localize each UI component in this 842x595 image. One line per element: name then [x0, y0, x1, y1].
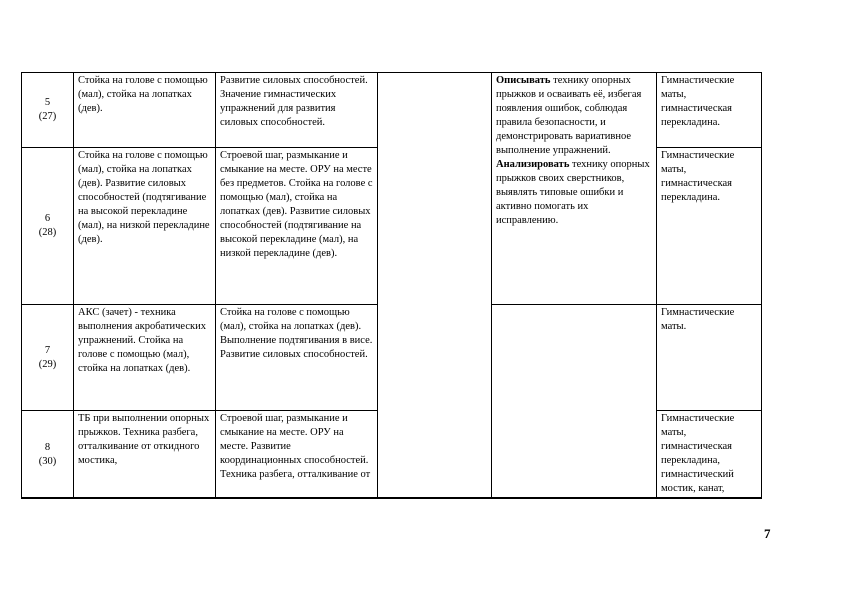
lesson-topic: Стойка на голове с помощью (мал), стойка на лопатках (дев). [78, 75, 208, 114]
lesson-topic-cell [74, 411, 216, 499]
equipment-cell [657, 305, 762, 411]
equipment: Гимнастические маты. [661, 307, 735, 332]
table-row [22, 73, 762, 148]
lesson-topic: ТБ при выполнении опорных прыжков. Техника разбега, отталкивание от откидного мостика, [78, 413, 210, 466]
lesson-number-cell [22, 411, 74, 499]
lesson-number: 7 [44, 344, 51, 356]
lesson-topic-cell [74, 305, 216, 411]
page-number: 7 [764, 526, 771, 541]
lesson-content-cell [216, 148, 378, 305]
lesson-number-total: (28) [38, 227, 57, 238]
empty-column-cell [378, 73, 492, 499]
lesson-content: Развитие силовых способностей. Значение гимнастических упражнений для развития силовых способностей. [220, 75, 368, 128]
lesson-content: Строевой шаг, размыкание и смыкание на месте. ОРУ на месте без предметов. Стойка на голове с помощью (мал), стойка на лопатках (дев). Развитие силовых способностей (подтягивание на высокой перекладине (мал), на низкой перекладине (дев). [220, 150, 373, 259]
lesson-number-cell [22, 73, 74, 148]
lesson-content-cell [216, 305, 378, 411]
activity-text-analyze: технику опорных прыжков своих сверстников, выявлять типовые ошибки и активно помогать их исправлению. [496, 159, 650, 226]
lesson-number-cell [22, 148, 74, 305]
activity-verb-analyze: Анализировать [496, 159, 570, 170]
activity-text-describe: технику опорных прыжков и осваивать её, избегая появления ошибок, соблюдая правила безопасности, и демонстрировать вариативное выполнение упражнений. [496, 75, 642, 156]
lesson-number: 5 [44, 97, 51, 108]
lesson-number-total: (27) [38, 111, 57, 122]
lesson-content-cell [216, 73, 378, 148]
lesson-content: Строевой шаг, размыкание и смыкание на месте. ОРУ на месте. Развитие координационных способностей. Техника разбега, отталкивание от [220, 413, 371, 480]
equipment: Гимнастические маты, гимнастическая перекладина, гимнастический мостик, канат, [661, 413, 735, 494]
table-bottom-rule [21, 497, 762, 498]
lesson-content-cell [216, 411, 378, 499]
equipment-cell [657, 73, 762, 148]
equipment-cell [657, 411, 762, 499]
lesson-number-cell [22, 305, 74, 411]
lesson-topic-cell [74, 73, 216, 148]
equipment: Гимнастические маты, гимнастическая перекладина. [661, 150, 735, 203]
lesson-number-total: (30) [38, 455, 57, 467]
student-activities-cell [492, 73, 657, 305]
lesson-plan-table [21, 72, 762, 499]
lesson-content: Стойка на голове с помощью (мал), стойка на лопатках (дев). Выполнение подтягивания в висе. Развитие силовых способностей. [220, 307, 373, 360]
lesson-number: 8 [44, 441, 51, 453]
student-activities-empty-cell [492, 305, 657, 499]
lesson-topic: Стойка на голове с помощью (мал), стойка на лопатках (дев). Развитие силовых способностей (подтягивание на высокой перекладине (мал), на низкой перекладине (дев). [78, 150, 210, 245]
lesson-number: 6 [44, 213, 51, 224]
lesson-number-total: (29) [38, 358, 57, 370]
lesson-topic: АКС (зачет) - техника выполнения акробатических упражнений. Стойка на голове с помощью (мал), стойка на лопатках (дев). [78, 307, 206, 374]
lesson-topic-cell [74, 148, 216, 305]
student-activities [496, 74, 653, 228]
equipment: Гимнастические маты, гимнастическая перекладина. [661, 75, 735, 128]
activity-verb-describe: Описывать [496, 75, 551, 86]
equipment-cell [657, 148, 762, 305]
